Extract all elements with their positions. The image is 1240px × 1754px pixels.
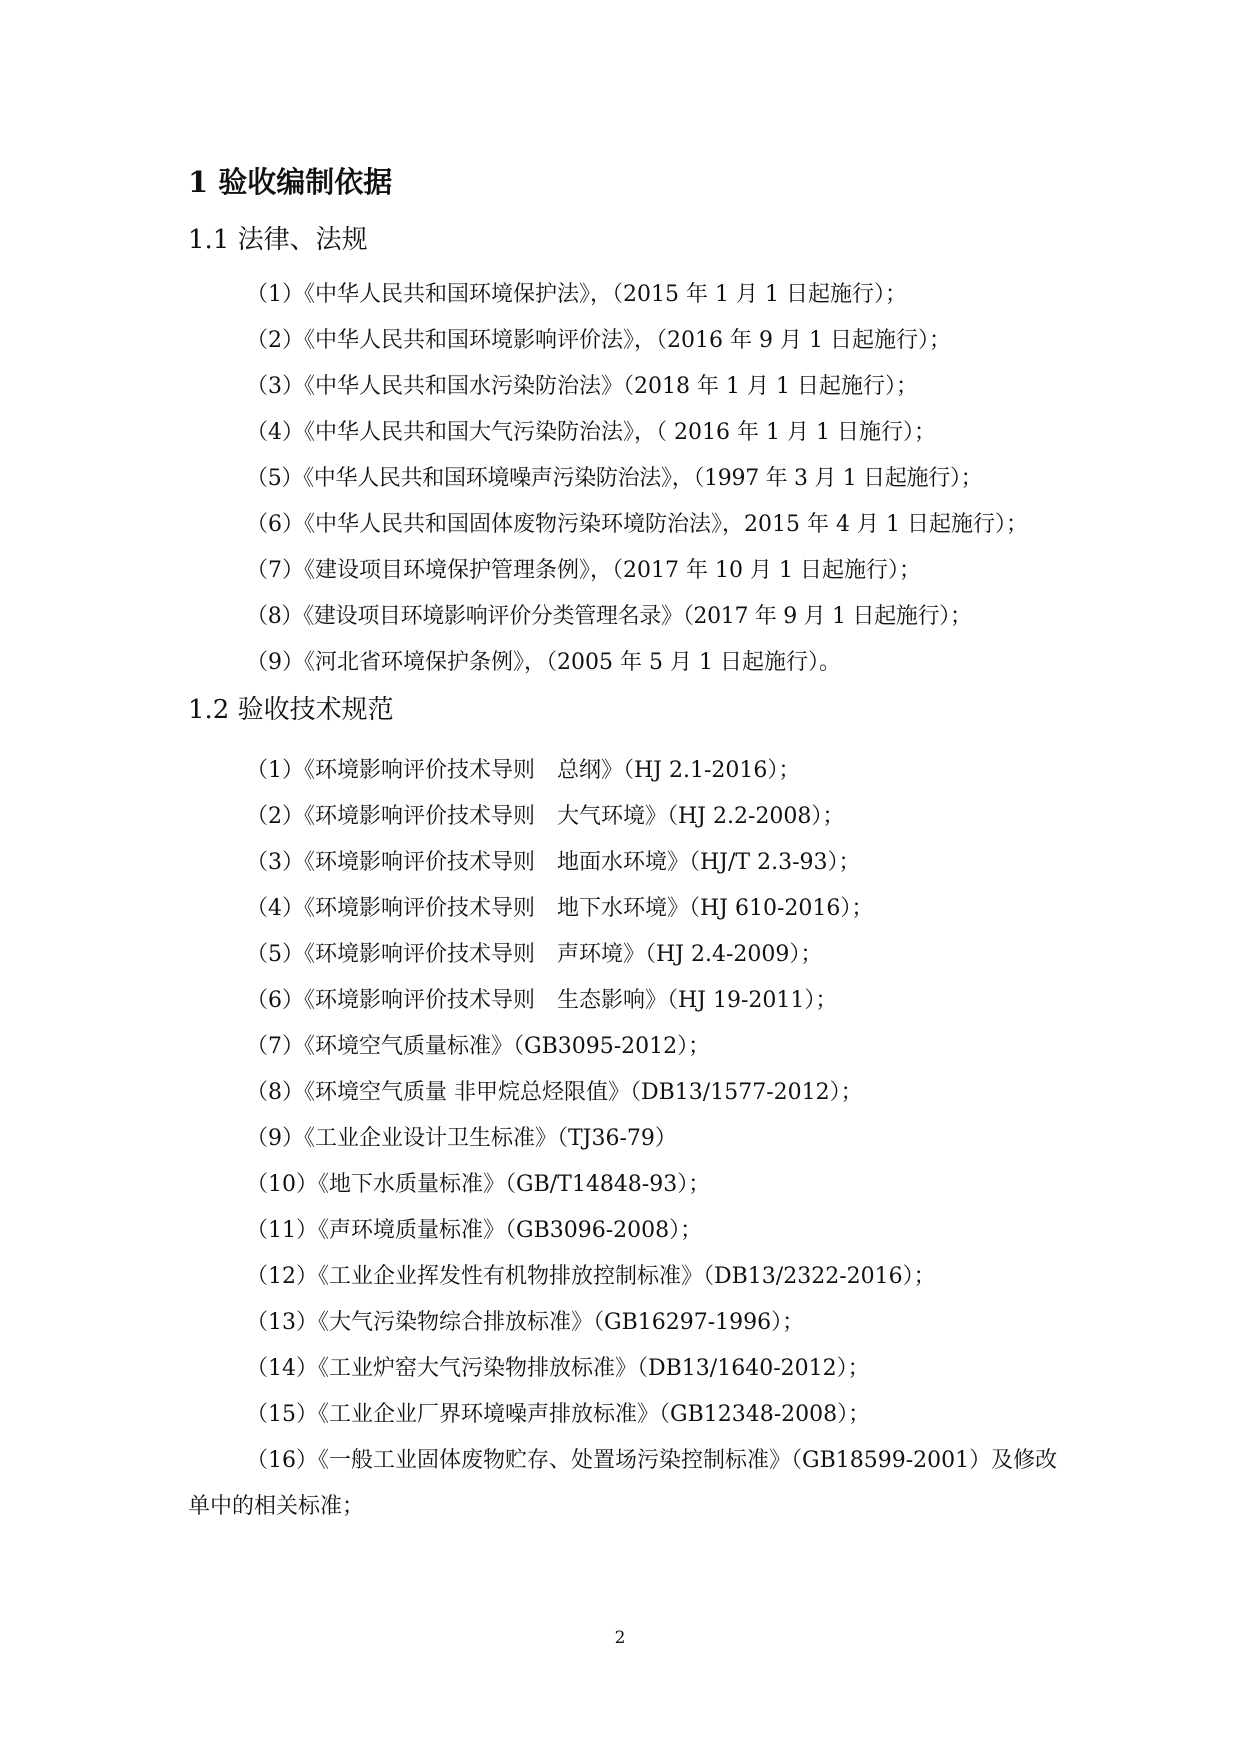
section-heading-1-2: 1.2 验收技术规范 xyxy=(188,695,394,725)
list-item: （12）《工业企业挥发性有机物排放控制标准》（DB13/2322-2016）； xyxy=(246,1264,936,1289)
list-item: （1）《环境影响评价技术导则 总纲》（HJ 2.1-2016）； xyxy=(246,758,801,783)
list-item: （11）《声环境质量标准》（GB3096-2008）； xyxy=(246,1218,703,1243)
page-content xyxy=(188,160,1068,1530)
list-item: （8）《环境空气质量 非甲烷总烃限值》（DB13/1577-2012）； xyxy=(246,1080,863,1105)
list-item: （9）《工业企业设计卫生标准》（TJ36-79） xyxy=(246,1126,677,1151)
list-item: （10）《地下水质量标准》（GB/T14848-93）； xyxy=(246,1172,711,1197)
technical-specs-list xyxy=(188,748,1068,1530)
list-item: （2）《中华人民共和国环境影响评价法》，（2016 年 9 月 1 日起施行）； xyxy=(246,328,951,353)
page-number: 2 xyxy=(614,1628,626,1648)
list-item: （6）《环境影响评价技术导则 生态影响》（HJ 19-2011）； xyxy=(246,988,838,1013)
list-item: （2）《环境影响评价技术导则 大气环境》（HJ 2.2-2008）； xyxy=(246,804,845,829)
chapter-heading: 1 验收编制依据 xyxy=(188,165,393,199)
list-item: （4）《中华人民共和国大气污染防治法》，（ 2016 年 1 月 1 日施行）； xyxy=(246,420,936,445)
list-item: （5）《环境影响评价技术导则 声环境》（HJ 2.4-2009）； xyxy=(246,942,823,967)
list-item: （16）《一般工业固体废物贮存、处置场污染控制标准》（GB18599-2001）及修改单中的相关标准； xyxy=(188,1448,1058,1519)
list-item: （5）《中华人民共和国环境噪声污染防治法》，（1997 年 3 月 1 日起施行）； xyxy=(246,466,983,491)
list-item: （13）《大气污染物综合排放标准》（GB16297-1996）； xyxy=(246,1310,805,1335)
list-item: （8）《建设项目环境影响评价分类管理名录》（2017 年 9 月 1 日起施行）； xyxy=(246,604,972,629)
list-item: （7）《环境空气质量标准》（GB3095-2012）； xyxy=(246,1034,711,1059)
list-item: （6）《中华人民共和国固体废物污染环境防治法》，2015 年 4 月 1 日起施行）； xyxy=(246,512,1028,537)
list-item: （7）《建设项目环境保护管理条例》，（2017 年 10 月 1 日起施行）； xyxy=(246,558,921,583)
list-item: （14）《工业炉窑大气污染物排放标准》（DB13/1640-2012）； xyxy=(246,1356,870,1381)
list-item: （1）《中华人民共和国环境保护法》，（2015 年 1 月 1 日起施行）； xyxy=(246,282,907,307)
list-item: （9）《河北省环境保护条例》，（2005 年 5 月 1 日起施行）。 xyxy=(246,650,841,675)
list-item: （3）《环境影响评价技术导则 地面水环境》（HJ/T 2.3-93）； xyxy=(246,850,861,875)
list-item: （3）《中华人民共和国水污染防治法》（2018 年 1 月 1 日起施行）； xyxy=(246,374,918,399)
list-item: （4）《环境影响评价技术导则 地下水环境》（HJ 610-2016）； xyxy=(246,896,874,921)
section-heading-1-1: 1.1 法律、法规 xyxy=(188,225,368,255)
list-item: （15）《工业企业厂界环境噪声排放标准》（GB12348-2008）； xyxy=(246,1402,871,1427)
laws-list xyxy=(188,272,1068,686)
